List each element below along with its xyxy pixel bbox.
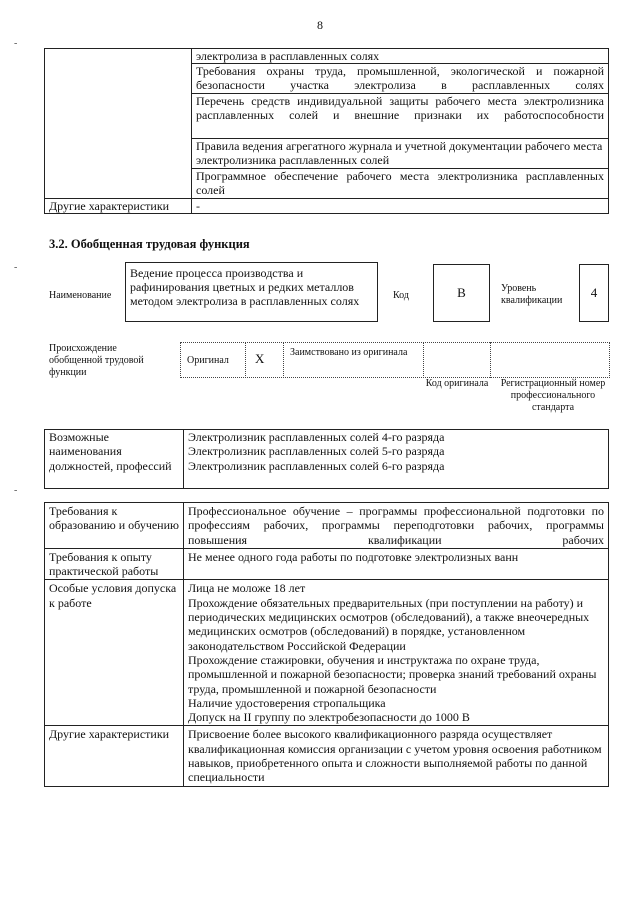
code-original-caption: Код оригинала xyxy=(425,378,489,389)
reg-number-caption: Регистрационный номер профессионального стандарта xyxy=(500,378,606,413)
margin-mark: - xyxy=(14,485,18,496)
list-item: Наличие удостоверения стропальщика xyxy=(188,695,386,710)
origin-label: Происхождение обобщенной трудовой функции xyxy=(49,343,144,378)
requirement-value: Профессиональное обучение – программы профессиональной подготовки по профессиям рабочих, программы переподготовки рабочих, программы повышения квалификации рабочих xyxy=(184,503,609,549)
requirement-value xyxy=(184,580,609,726)
table-row xyxy=(45,548,609,580)
margin-mark: - xyxy=(14,38,18,49)
positions-table xyxy=(44,429,609,489)
table-cell-label: Другие характеристики xyxy=(45,199,192,214)
list-item: Допуск на II группу по электробезопасности до 1000 В xyxy=(188,710,470,725)
requirement-label: Требования к образованию и обучению xyxy=(45,503,184,549)
continuation-table xyxy=(44,48,609,214)
table-cell: Правила ведения агрегатного журнала и учетной документации рабочего места электролизника расплавленных солей xyxy=(192,139,609,169)
requirement-label: Требования к опыту практической работы xyxy=(45,548,184,580)
list-item: Электролизник расплавленных солей 6-го разряда xyxy=(188,458,445,473)
divider xyxy=(423,342,425,378)
table-row xyxy=(45,580,609,726)
requirement-label: Особые условия допуска к работе xyxy=(45,580,184,726)
positions-label: Возможные наименования должностей, профессий xyxy=(45,430,184,489)
requirements-table xyxy=(44,502,609,787)
level-value-box: 4 xyxy=(579,264,609,322)
section-title: 3.2. Обобщенная трудовая функция xyxy=(49,237,250,251)
divider xyxy=(245,342,247,378)
code-label: Код xyxy=(393,290,409,301)
list-item: Прохождение обязательных предварительных (при поступлении на работу) и периодических медицинских осмотров (обследований), а также внеочередных медицинских осмотров (обследований) в порядке, установленном законодательством Российской Федерации xyxy=(188,595,590,653)
divider xyxy=(490,342,492,378)
name-label: Наименование xyxy=(49,290,112,301)
requirement-label: Другие характеристики xyxy=(45,726,184,786)
table-cell-empty xyxy=(45,49,192,199)
page-number: 8 xyxy=(317,18,323,32)
level-label: Уровень квалификации xyxy=(501,283,563,306)
list-item: Электролизник расплавленных солей 4-го разряда xyxy=(188,430,445,444)
table-row xyxy=(45,503,609,549)
function-name-box: Ведение процесса производства и рафинирования цветных и редких металлов методом электролиза в расплавленных солях xyxy=(125,262,378,322)
list-item: Лица не моложе 18 лет xyxy=(188,581,306,596)
original-mark: X xyxy=(255,351,265,366)
table-cell: Программное обеспечение рабочего места электролизника расплавленных солей xyxy=(192,169,609,199)
table-row xyxy=(45,726,609,786)
original-label: Оригинал xyxy=(187,355,229,366)
requirement-value: Присвоение более высокого квалификационного разряда осуществляет квалификационная комиссия организации с учетом уровня освоения работником навыков, приобретенного опыта и сложности выполняемой работы по данной специальности xyxy=(184,726,609,786)
code-value-box: B xyxy=(433,264,490,322)
borrowed-label: Заимствовано из оригинала xyxy=(290,347,408,358)
list-item: Прохождение стажировки, обучения и инструктажа по охране труда, промышленной и пожарной безопасности; проверка знаний требований охраны труда, промышленной и пожарной безопасности xyxy=(188,652,597,696)
margin-mark: - xyxy=(14,262,18,273)
table-cell: электролиза в расплавленных солях xyxy=(192,49,609,64)
requirement-value: Не менее одного года работы по подготовке электролизных ванн xyxy=(184,548,609,580)
table-cell: Требования охраны труда, промышленной, экологической и пожарной безопасности участка электролиза в расплавленных солях xyxy=(192,64,609,94)
table-cell: - xyxy=(192,199,609,214)
divider xyxy=(283,342,285,378)
list-item: Электролизник расплавленных солей 5-го разряда xyxy=(188,444,445,459)
table-cell: Перечень средств индивидуальной защиты рабочего места электролизника расплавленных солей и внешние признаки их работоспособности xyxy=(192,94,609,139)
positions-list xyxy=(184,430,609,489)
